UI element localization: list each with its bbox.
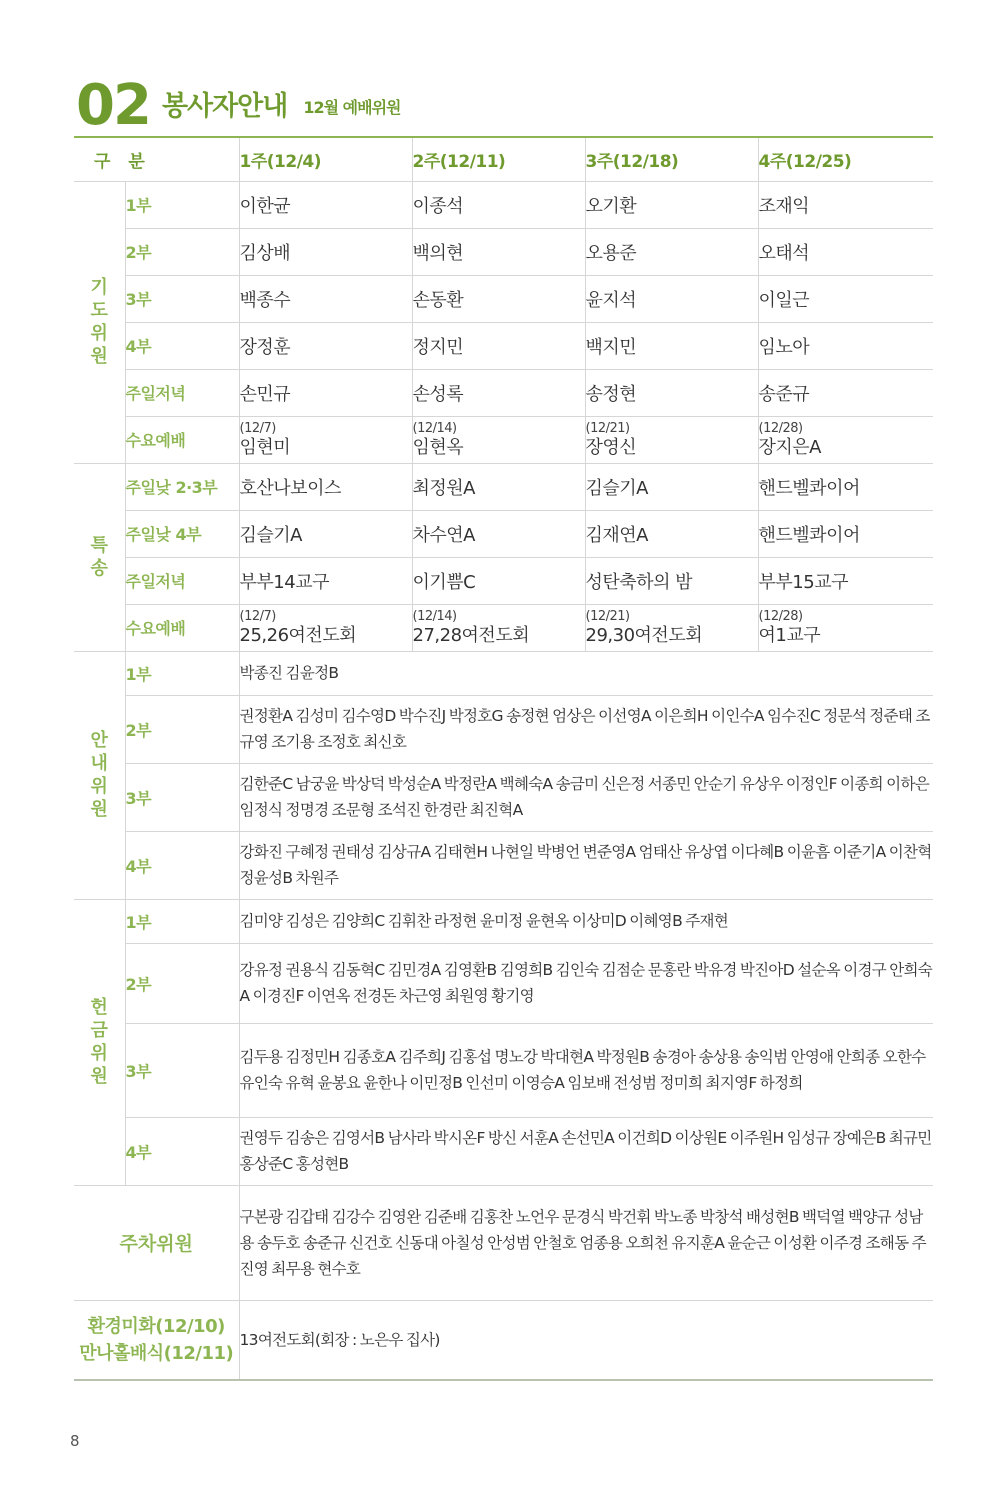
table-row [74, 831, 933, 899]
name-cell: 이한균 [239, 181, 412, 228]
category-prayer: 기도위원 [74, 181, 125, 463]
name-cell: 송정현 [585, 369, 758, 416]
name-cell: 최정원A [412, 463, 585, 510]
name-cell: 차수연A [412, 510, 585, 557]
name-cell: 백종수 [239, 275, 412, 322]
table-row [74, 763, 933, 831]
table-row [74, 1300, 933, 1380]
name-text: 임현미 [239, 437, 291, 458]
dated-name-cell [412, 604, 585, 651]
row-label: 수요예배 [125, 604, 239, 651]
volunteer-schedule-table [74, 136, 933, 1381]
table-row [74, 416, 933, 463]
name-cell: 성탄축하의 밤 [585, 557, 758, 604]
name-cell: 김상배 [239, 228, 412, 275]
row-label: 주일낮 2·3부 [125, 463, 239, 510]
division-header: 구 분 [74, 137, 239, 181]
name-cell: 백지민 [585, 322, 758, 369]
section-header [76, 73, 401, 138]
row-label: 2부 [125, 228, 239, 275]
name-text: 장지은A [758, 437, 821, 458]
name-cell: 오태석 [758, 228, 933, 275]
row-label: 주일저녁 [125, 369, 239, 416]
names-list: 강화진 구혜정 권태성 김상규A 김태현H 나현일 박병언 변준영A 엄태산 유상엽 이다혜B 이윤흠 이준기A 이찬혁 정윤성B 차원주 [239, 831, 933, 899]
name-cell: 부부15교구 [758, 557, 933, 604]
dated-name-cell [585, 416, 758, 463]
name-text: 29,30여전도회 [585, 625, 703, 646]
row-label: 3부 [125, 1023, 239, 1117]
table-row [74, 651, 933, 695]
name-cell: 윤지석 [585, 275, 758, 322]
section-subtitle: 12월 예배위원 [303, 98, 401, 117]
date-note: (12/7) [239, 421, 276, 436]
name-cell: 김슬기A [585, 463, 758, 510]
name-cell: 손성록 [412, 369, 585, 416]
name-cell: 핸드벨콰이어 [758, 510, 933, 557]
names-list: 박종진 김윤정B [239, 651, 933, 695]
name-cell: 정지민 [412, 322, 585, 369]
week-header: 1주(12/4) [239, 137, 412, 181]
names-list: 김미양 김성은 김양희C 김휘찬 라정현 윤미정 윤현옥 이상미D 이혜영B 주재현 [239, 899, 933, 943]
date-note: (12/21) [585, 421, 630, 436]
table-row [74, 1117, 933, 1185]
table-row [74, 1023, 933, 1117]
table-row [74, 181, 933, 228]
name-text: 여1교구 [758, 625, 821, 646]
dated-name-cell [412, 416, 585, 463]
row-label: 2부 [125, 943, 239, 1023]
names-list: 권영두 김송은 김영서B 남사라 박시온F 방신 서훈A 손선민A 이건희D 이상원E 이주원H 임성규 장예은B 최규민 홍상준C 홍성현B [239, 1117, 933, 1185]
table-row [74, 899, 933, 943]
category-offering: 헌금위원 [74, 899, 125, 1185]
table-row [74, 322, 933, 369]
names-list: 13여전도회(회장 : 노은우 집사) [239, 1300, 933, 1380]
name-cell: 핸드벨콰이어 [758, 463, 933, 510]
row-label: 1부 [125, 651, 239, 695]
row-label: 3부 [125, 763, 239, 831]
names-list: 구본광 김갑태 김강수 김영완 김준배 김홍찬 노언우 문경식 박건휘 박노종 박창석 배성현B 백덕열 백양규 성남용 송두호 송준규 신건호 신동대 아칠성 안성범 안철호 엄종용 오희천 유지훈A 윤순근 이성환 이주경 조해동 주진영 최무용 현수호 [239, 1185, 933, 1300]
dated-name-cell [758, 604, 933, 651]
table-row [74, 695, 933, 763]
names-list: 김두용 김정민H 김종호A 김주희J 김홍섭 명노강 박대현A 박정원B 송경아 송상용 송익범 안영애 안희종 오한수 유인숙 유혁 윤봉요 윤한나 이민정B 인선미 이영승A 임보배 전성범 정미희 최지영F 하정희 [239, 1023, 933, 1117]
week-header: 2주(12/11) [412, 137, 585, 181]
table-row [74, 463, 933, 510]
name-text: 25,26여전도회 [239, 625, 357, 646]
table-row [74, 369, 933, 416]
date-note: (12/7) [239, 609, 276, 624]
name-cell: 손동환 [412, 275, 585, 322]
section-title: 봉사자안내 [161, 91, 288, 122]
name-cell: 장정훈 [239, 322, 412, 369]
category-parking: 주차위원 [74, 1185, 239, 1300]
name-cell: 오용준 [585, 228, 758, 275]
name-cell: 김재연A [585, 510, 758, 557]
row-label: 1부 [125, 899, 239, 943]
date-note: (12/28) [758, 609, 803, 624]
date-note: (12/28) [758, 421, 803, 436]
name-cell: 이일근 [758, 275, 933, 322]
row-label: 4부 [125, 322, 239, 369]
week-header: 4주(12/25) [758, 137, 933, 181]
name-text: 임현옥 [412, 437, 464, 458]
category-environment [74, 1300, 239, 1380]
header-row [74, 137, 933, 181]
row-label: 주일낮 4부 [125, 510, 239, 557]
week-header: 3주(12/18) [585, 137, 758, 181]
names-list: 권정환A 김성미 김수영D 박수진J 박정호G 송정현 엄상은 이선영A 이은희H 이인수A 임수진C 정문석 정준태 조규영 조기용 조정호 최신호 [239, 695, 933, 763]
dated-name-cell [758, 416, 933, 463]
name-cell: 부부14교구 [239, 557, 412, 604]
name-cell: 이종석 [412, 181, 585, 228]
environment-label: 환경미화(12/10) [87, 1315, 225, 1337]
row-label: 2부 [125, 695, 239, 763]
dated-name-cell [585, 604, 758, 651]
row-label: 1부 [125, 181, 239, 228]
table-row [74, 557, 933, 604]
category-special-music: 특송 [74, 463, 125, 651]
name-text: 장영신 [585, 437, 637, 458]
name-cell: 이기쁨C [412, 557, 585, 604]
name-cell: 손민규 [239, 369, 412, 416]
section-number: 02 [76, 73, 150, 138]
date-note: (12/14) [412, 421, 457, 436]
dated-name-cell [239, 416, 412, 463]
name-text: 27,28여전도회 [412, 625, 530, 646]
dated-name-cell [239, 604, 412, 651]
table-row [74, 228, 933, 275]
table-row [74, 510, 933, 557]
date-note: (12/14) [412, 609, 457, 624]
row-label: 3부 [125, 275, 239, 322]
name-cell: 백의현 [412, 228, 585, 275]
row-label: 4부 [125, 831, 239, 899]
row-label: 4부 [125, 1117, 239, 1185]
row-label: 수요예배 [125, 416, 239, 463]
table-row [74, 1185, 933, 1300]
row-label: 주일저녁 [125, 557, 239, 604]
name-cell: 조재익 [758, 181, 933, 228]
category-usher: 안내위원 [74, 651, 125, 899]
names-list: 김한준C 남궁윤 박상덕 박성순A 박정란A 백혜숙A 송금미 신은정 서종민 안순기 유상우 이정인F 이종희 이하은 임정식 정명경 조문형 조석진 한경란 최진혁A [239, 763, 933, 831]
page-number: 8 [70, 1432, 80, 1450]
name-cell: 김슬기A [239, 510, 412, 557]
date-note: (12/21) [585, 609, 630, 624]
name-cell: 임노아 [758, 322, 933, 369]
names-list: 강유정 권용식 김동혁C 김민경A 김영환B 김영희B 김인숙 김점순 문홍란 박유경 박진아D 설순옥 이경구 안희숙A 이경진F 이연옥 전경돈 차근영 최원영 황기영 [239, 943, 933, 1023]
name-cell: 오기환 [585, 181, 758, 228]
meal-service-label: 만나홀배식(12/11) [79, 1342, 234, 1364]
name-cell: 호산나보이스 [239, 463, 412, 510]
table-row [74, 604, 933, 651]
name-cell: 송준규 [758, 369, 933, 416]
table-row [74, 275, 933, 322]
table-row [74, 943, 933, 1023]
